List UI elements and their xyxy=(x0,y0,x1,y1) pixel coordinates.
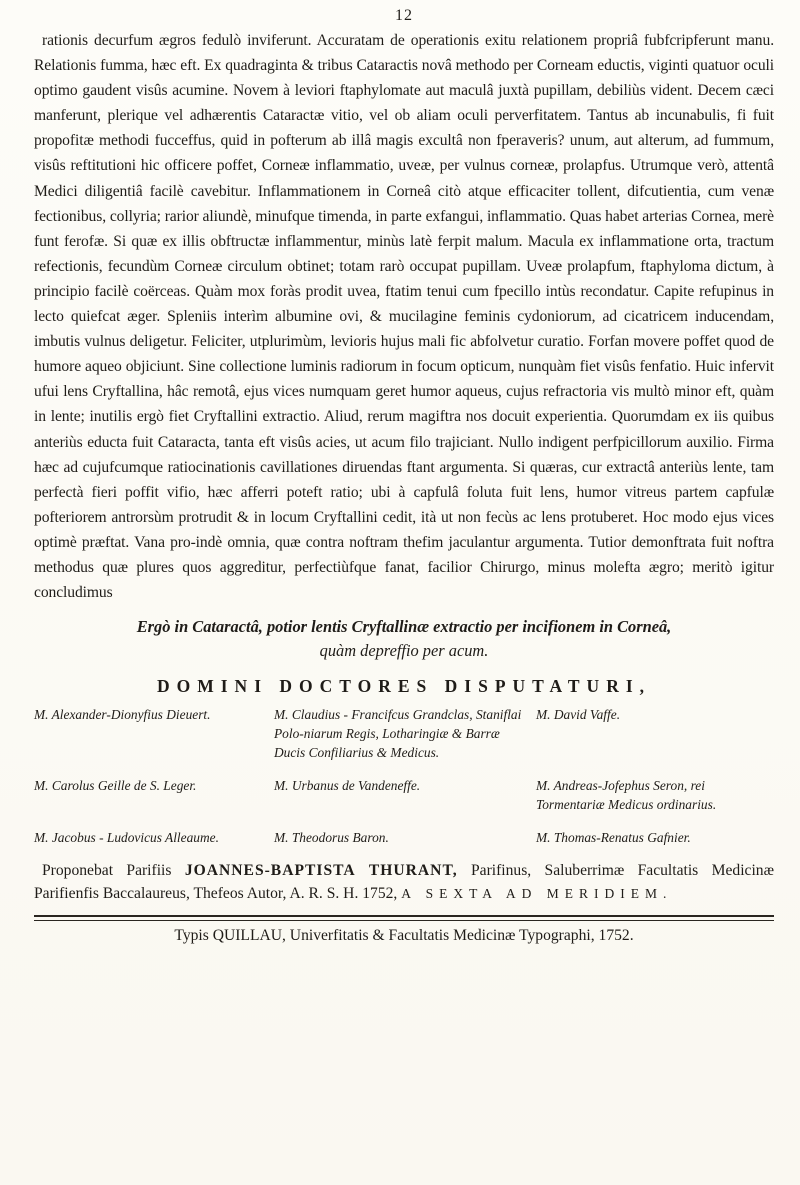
doctor-entry: M. Alexander-Dionyfius Dieuert. xyxy=(34,707,211,723)
conclusion-line1: Ergò in Cataractâ, potior lentis Cryftallinæ extractio per incifionem in Corneâ, xyxy=(136,617,672,637)
printer-imprint: Typis QUILLAU, Univerfitatis & Facultatis Medicinæ Typographi, 1752. xyxy=(174,927,634,945)
doctor-entry: M. Thomas-Renatus Gafnier. xyxy=(536,830,691,846)
defense-time: A SEXTA AD MERIDIEM. xyxy=(401,886,673,902)
doctor-entry: M. Theodorus Baron. xyxy=(274,830,389,846)
proponebat-rest: Parifinus, Saluberrimæ Facultatis Medicinæ Parifienfis Baccalaureus, Thefeos Autor, xyxy=(34,862,774,903)
doctor-entry: M. Carolus Geille de S. Leger. xyxy=(34,778,197,794)
main-text: rationis decurfum ægros fedulò inviferunt. Accuratam de operationis exitu relationem propriâ fubfcripferunt manu. Relationis fumma, hæc eft. Ex quadraginta & tribus Cataractis novâ methodo per Corneam eductis, viginti quatuor oculi optimo gaudent visûs acumine. Novem à leviori ftaphylomate aut maculâ juxtà pupillam, debiliùs vident. Decem cæci manferunt, plerique vel adhærentis Cataractæ vitio, vel ob aliam oculi perverfitatem. Tantus ab incunabulis, fi fuit propofitæ methodi fucceffus, quid in pofterum ab illâ magis excultâ non fperaveris? unum, aut alterum, ad fummum, visûs reftitutioni hic officere poffet, Corneæ inflammatio, uveæ, per vulnus corneæ, prolapfus. Utrumque verò, attentâ Medici diligentiâ facilè cavebitur. Inflammationem in Corneâ citò atque efficaciter tollent, difcutientia, cum venæ fectionibus, collyria; rarior aliundè, minufque timenda, in parte exfangui, inflammatio. Quas habet arterias Cornea, merè funt ferofæ. Si quæ ex illis obftructæ inflammentur, minùs latè ferpit malum. Macula ex inflammatione orta, tractum refectionis, fecundùm Corneæ circulum obtinet; totam rarò occupat pupillam. Uveæ prolapfum, ftaphyloma dictum, à principio facilè coërceas. Quàm mox foràs prodit uvea, ftatim tenui cum fpecillo intùs recondatur. Capite refupinus in lecto quiefcat æger. Spleniis interìm albumine ovi, & mucilagine feminis cydoniorum, ad cicatricem inducendam, imbutis vulnus deligetur. Feliciter, utplurimùm, levioris hujus mali fic abfolvetur curatio. Forfan movere poffet quod de humore aqueo objiciunt. Sine collectione luminis radiorum in focum opticum, nunquàm fiet visûs fenfatio. Huic infervit ufui lens Cryftallina, hâc remotâ, ejus vices numquam geret humor aqueus, cujus refractoria vis multò minor eft, quàm in lente; inutilis ergò fiet Cryftallini extractio. Aliud, rerum magiftra nos docuit experientia. Quorumdam ex iis quibus anteriùs educta fuit Cataracta, tanta eft visûs acies, ut acum filo trajiciant. Nullo indigent perfpicillorum auxilio. Firma hæc ad cujufcumque ratiocinationis cavillationes diruendas ftant argumenta. Si quæras, cur extractâ anteriùs lente, tam perfectà fieri poffit vifio, hæc afferri poteft ratio; ubi à capfulâ foluta fuit lens, humor vitreus partem capfulæ pofteriorem antrorsùm protrudit & in locum Cryftallini cedit, ità ut non fecùs ac lens protuberet. Hoc modo ejus vices optimè præftat. Vana pro-indè omnia, quæ contra noftram thefim jaculantur argumenta. Tutior demonftrata fuit noftra methodus quæ plures quos aggreditur, perfectiùfque fanat, facilior Chirurgo, minus molefta ægro; meritò igitur concludimus xyxy=(34,32,774,602)
doctor-entry: M. Jacobus - Ludovicus Alleaume. xyxy=(34,830,219,846)
doctors-list xyxy=(34,705,774,847)
defense-date: A. R. S. H. 1752, xyxy=(289,885,398,903)
candidate-name: JOANNES-BAPTISTA THURANT, xyxy=(184,862,458,880)
doctor-entry: M. David Vaffe. xyxy=(536,707,621,723)
doctor-entry: M. Andreas-Jofephus Seron, rei Tormentariæ Medicus ordinarius. xyxy=(536,778,717,813)
doctor-entry: M. Claudius - Francifcus Grandclas, Staniflai Polo-niarum Regis, Lotharingiæ & Barræ Ducis Confiliarius & Medicus. xyxy=(274,707,522,761)
doctors-heading: DOMINI DOCTORES DISPUTATURI, xyxy=(156,676,652,697)
proponebat-paragraph xyxy=(34,859,774,905)
conclusion xyxy=(34,615,774,663)
doctor-entry: M. Urbanus de Vandeneffe. xyxy=(274,778,421,794)
proponebat-start: Proponebat Parifiis xyxy=(42,862,172,880)
divider-rule xyxy=(34,915,774,921)
conclusion-line2: quàm depreffio per acum. xyxy=(319,641,489,661)
page-number: 12 xyxy=(395,7,413,24)
